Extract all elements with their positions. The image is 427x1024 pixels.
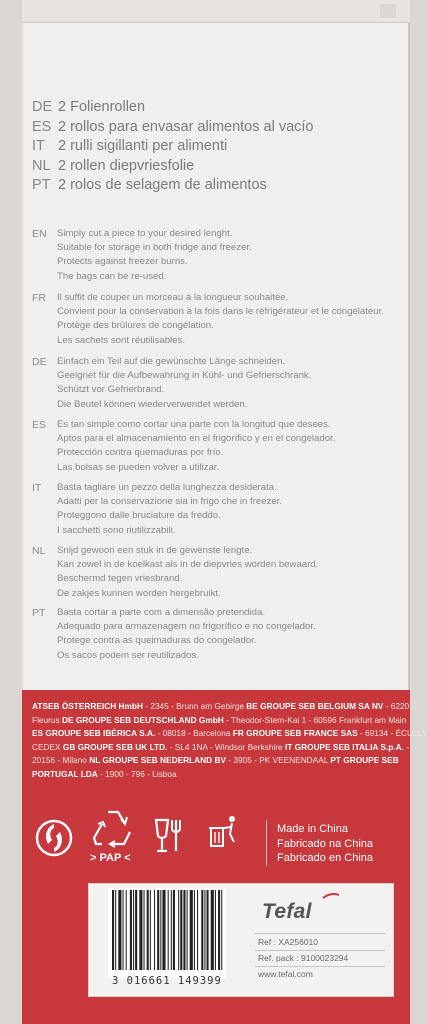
address-line (32, 741, 409, 755)
instruction-line: The bags can be re-used. (57, 270, 167, 282)
address-line (32, 700, 415, 714)
address-text: - SL4 1NA - Windsor Berkshire (167, 741, 285, 752)
instruction-line: Geeignet für die Aufbewahrung in Kühl- und Gefrierschrank. (57, 370, 312, 382)
product-name-row (32, 137, 392, 157)
product-names (32, 98, 392, 196)
ref-rule (255, 950, 385, 951)
lang-code: DE (32, 99, 53, 115)
lang-code: PT (32, 177, 51, 193)
lang-code: FR (32, 292, 46, 304)
made-in-line: Fabricado na China (277, 837, 374, 850)
instruction-line: Kan zowel in de koelkast als in de diepvries worden bewaard. (57, 559, 319, 571)
country-code: ES (32, 728, 44, 738)
instruction-line: Il suffit de couper un morceau à la longueur souhaitée. (57, 292, 289, 303)
address-text: - (403, 741, 409, 752)
made-in-line: Made in China (277, 823, 348, 835)
barcode-number: 3 016661 149399 (112, 975, 222, 987)
instruction-line: Protects against freezer burns. (57, 256, 188, 268)
pap-label: > PAP < (90, 852, 131, 864)
company-name: PORTUGAL LDA (32, 768, 98, 779)
company-name: SEB ÖSTERREICH HmbH (42, 701, 143, 711)
country-code: IT (284, 741, 293, 752)
country-code: PT (330, 755, 341, 765)
brand-logo: Tefal (262, 900, 312, 923)
address-text: - 6220 - (383, 701, 415, 711)
instruction-line: I sacchetti sono riutilizzabili. (57, 524, 176, 536)
product-name: 2 rulli sigillanti per alimenti (58, 138, 228, 154)
address-text: - 3905 - PK VEENENDAAL (225, 755, 331, 765)
barcode (108, 888, 226, 978)
address-line (32, 768, 404, 782)
address-text: Fleurus (32, 714, 62, 725)
instruction-line: Beschermd tegen vriesbrand. (57, 573, 183, 585)
ref-number: Ref : XA256010 (258, 937, 319, 947)
distributor-addresses (32, 700, 427, 781)
address-text: - 1900 - 796 - Lisboa (97, 768, 177, 779)
divider (266, 820, 267, 866)
instructions-de (32, 355, 392, 412)
country-code: BE (246, 701, 258, 711)
address-text: - Theodor-Stern-Kai 1 - 60596 Frankfurt am Main (223, 714, 407, 725)
instruction-line: Es tan simple como cortar una parte con la longitud que desees. (57, 419, 331, 430)
country-code: DE (61, 714, 74, 725)
lang-code: ES (32, 118, 52, 135)
instructions-fr (32, 291, 392, 348)
flap-notch (380, 4, 396, 18)
box-top-flap (22, 0, 410, 23)
made-in-text (277, 822, 373, 866)
company-name: GROUPE SEB FRANCE SAS (243, 728, 358, 738)
instruction-line: Basta cortar a parte com a dimensão pretendida. (57, 607, 265, 618)
lang-code: IT (32, 138, 45, 154)
waste-bin-icon (206, 814, 242, 856)
address-text: 20156 - Milano (32, 755, 90, 765)
instruction-line: Protección contra quemaduras por frío. (57, 447, 224, 459)
country-code: GB (62, 741, 76, 752)
company-name: GROUPE SEB BELGIUM SA NV (257, 701, 384, 711)
lang-code: ES (32, 419, 47, 431)
instruction-line: Convient pour la conservation à la fois dans le réfrigérateur et le congélateur. (57, 306, 384, 318)
instruction-line: Protege contra as queimaduras do congelador. (57, 635, 257, 647)
product-name-row (32, 118, 392, 138)
address-line (32, 727, 427, 741)
country-code: NL (89, 755, 101, 765)
address-text: CEDEX (32, 741, 63, 752)
instruction-line: De zakjes kunnen worden hergebruikt. (57, 587, 221, 599)
company-name: GROUPE SEB DEUTSCHLAND GmbH (73, 714, 224, 725)
instruction-line: Die Beutel können wiederverwendet werden. (57, 398, 248, 410)
address-line (32, 714, 407, 728)
address-text: - 69134 - ÉCULLY (357, 728, 427, 738)
instructions-es (32, 418, 392, 475)
lang-code: DE (32, 356, 47, 368)
company-name: GROUPE SEB IBÉRICA S.A. (43, 728, 156, 738)
instructions-nl (32, 544, 392, 601)
product-name-row (32, 157, 392, 177)
website: www.tefal.com (258, 969, 313, 979)
product-name-row (32, 176, 392, 196)
logo-swoosh-icon (321, 892, 341, 902)
ref-rule (255, 966, 385, 967)
lang-code: NL (32, 545, 46, 557)
ref-rule (255, 933, 385, 934)
instructions-it (32, 481, 392, 538)
instruction-line: Les sachets sont réutilisables. (57, 334, 185, 346)
product-name: 2 Folienrollen (58, 99, 146, 115)
instruction-line: Basta tagliare un pezzo della lunghezza desiderata. (57, 482, 277, 493)
country-code: FR (232, 728, 244, 738)
product-name: 2 rolos de selagem de alimentos (58, 177, 267, 193)
product-name-row (32, 98, 392, 118)
recycling-triangle-icon (90, 808, 136, 850)
made-in-line: Fabricado en China (277, 852, 374, 864)
instruction-line: Aptos para el almacenamiento en el frigorífico y en el congelador. (57, 433, 336, 445)
barcode-bars (108, 888, 226, 974)
company-name: GROUPE SEB NEDERLAND BV (100, 755, 226, 765)
product-name: 2 rollen diepvriesfolie (58, 157, 195, 174)
instruction-line: Schützt vor Gefrierbrand. (57, 384, 165, 396)
product-name: 2 rollos para envasar alimentos al vacío (58, 118, 314, 135)
instructions-pt (32, 606, 392, 663)
lang-code: PT (32, 607, 46, 619)
address-text: - 08018 - Barcelona (155, 728, 233, 738)
instructions-en (32, 227, 392, 284)
instruction-line: Suitable for storage in both fridge and freezer. (57, 242, 252, 254)
instruction-line: Proteggono dalle bruciature da freddo. (57, 510, 221, 522)
company-name: GROUPE SEB UK LTD. (75, 741, 168, 752)
instruction-line: Adequado para armazenagem no frigorífico e no congelador. (57, 621, 316, 633)
green-dot-icon (34, 818, 74, 858)
ref-pack: Ref. pack : 9100023294 (258, 953, 349, 963)
lang-code: NL (32, 157, 51, 174)
instruction-line: Adatti per la conservazione sia in frigo che in freezer. (57, 496, 283, 508)
company-name: GROUPE SEB (340, 755, 399, 765)
address-line (32, 754, 404, 768)
instruction-line: Einfach ein Teil auf die gewünschte Länge schneiden. (57, 356, 286, 367)
instruction-line: Os sacos podem ser reutilizados. (57, 649, 199, 661)
country-code: AT (32, 701, 43, 711)
instruction-line: Las bolsas se pueden volver a utilizar. (57, 461, 220, 473)
food-safe-icon (152, 816, 190, 856)
instruction-line: Simply cut a piece to your desired lenght. (57, 228, 233, 239)
lang-code: EN (32, 228, 47, 240)
company-name: GROUPE SEB ITALIA S.p.A. (292, 741, 404, 752)
lang-code: IT (32, 482, 42, 494)
instruction-line: Protège des brûlures de congélation. (57, 320, 214, 332)
address-text: - 2345 - Brunn am Gebirge (142, 701, 247, 711)
recycling-icons (32, 806, 262, 876)
instruction-line: Snijd gewoon een stuk in de gewenste lengte. (57, 545, 253, 556)
